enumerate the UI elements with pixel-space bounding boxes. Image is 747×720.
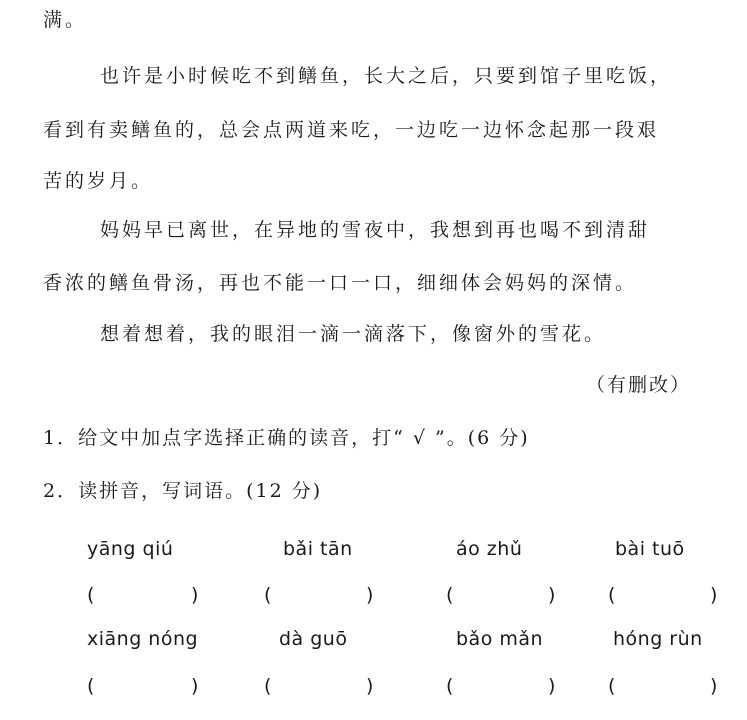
pinyin-item: bài tuō xyxy=(615,538,685,560)
answer-blank-open[interactable]: ( xyxy=(264,584,272,606)
passage-line-2: 也许是小时候吃不到鳝鱼，长大之后，只要到馆子里吃饭， xyxy=(100,65,673,87)
passage-line-4: 苦的岁月。 xyxy=(43,170,154,192)
pinyin-item: áo zhǔ xyxy=(456,538,523,560)
source-note: （有删改） xyxy=(586,374,692,396)
pinyin-item: yāng qiú xyxy=(87,538,174,560)
answer-blank-close: ) xyxy=(191,584,199,606)
answer-blank-open[interactable]: ( xyxy=(87,675,95,697)
answer-blank-close: ) xyxy=(710,584,718,606)
answer-blank-open[interactable]: ( xyxy=(87,584,95,606)
answer-blank-close: ) xyxy=(548,584,556,606)
question-1: 1．给文中加点字选择正确的读音，打“ √ ”。(6 分) xyxy=(43,427,530,449)
answer-blank-close: ) xyxy=(710,675,718,697)
passage-line-6: 香浓的鳝鱼骨汤，再也不能一口一口，细细体会妈妈的深情。 xyxy=(43,272,638,294)
pinyin-item: bǎi tān xyxy=(283,538,353,560)
answer-blank-close: ) xyxy=(548,675,556,697)
passage-line-5: 妈妈早已离世，在异地的雪夜中，我想到再也喝不到清甜 xyxy=(100,219,651,241)
question-2: 2．读拼音，写词语。(12 分) xyxy=(43,480,323,502)
answer-blank-open[interactable]: ( xyxy=(608,584,616,606)
passage-line-3: 看到有卖鳝鱼的，总会点两道来吃，一边吃一边怀念起那一段艰 xyxy=(43,119,660,141)
pinyin-item: bǎo mǎn xyxy=(456,628,544,650)
pinyin-item: xiāng nóng xyxy=(87,628,199,650)
pinyin-item: dà guō xyxy=(279,628,348,650)
answer-blank-open[interactable]: ( xyxy=(608,675,616,697)
answer-blank-close: ) xyxy=(191,675,199,697)
pinyin-item: hóng rùn xyxy=(613,628,703,650)
passage-line-7: 想着想着，我的眼泪一滴一滴落下，像窗外的雪花。 xyxy=(100,323,607,345)
passage-line-1: 满。 xyxy=(43,9,88,31)
answer-blank-open[interactable]: ( xyxy=(264,675,272,697)
answer-blank-open[interactable]: ( xyxy=(446,675,454,697)
answer-blank-open[interactable]: ( xyxy=(446,584,454,606)
answer-blank-close: ) xyxy=(366,675,374,697)
answer-blank-close: ) xyxy=(366,584,374,606)
